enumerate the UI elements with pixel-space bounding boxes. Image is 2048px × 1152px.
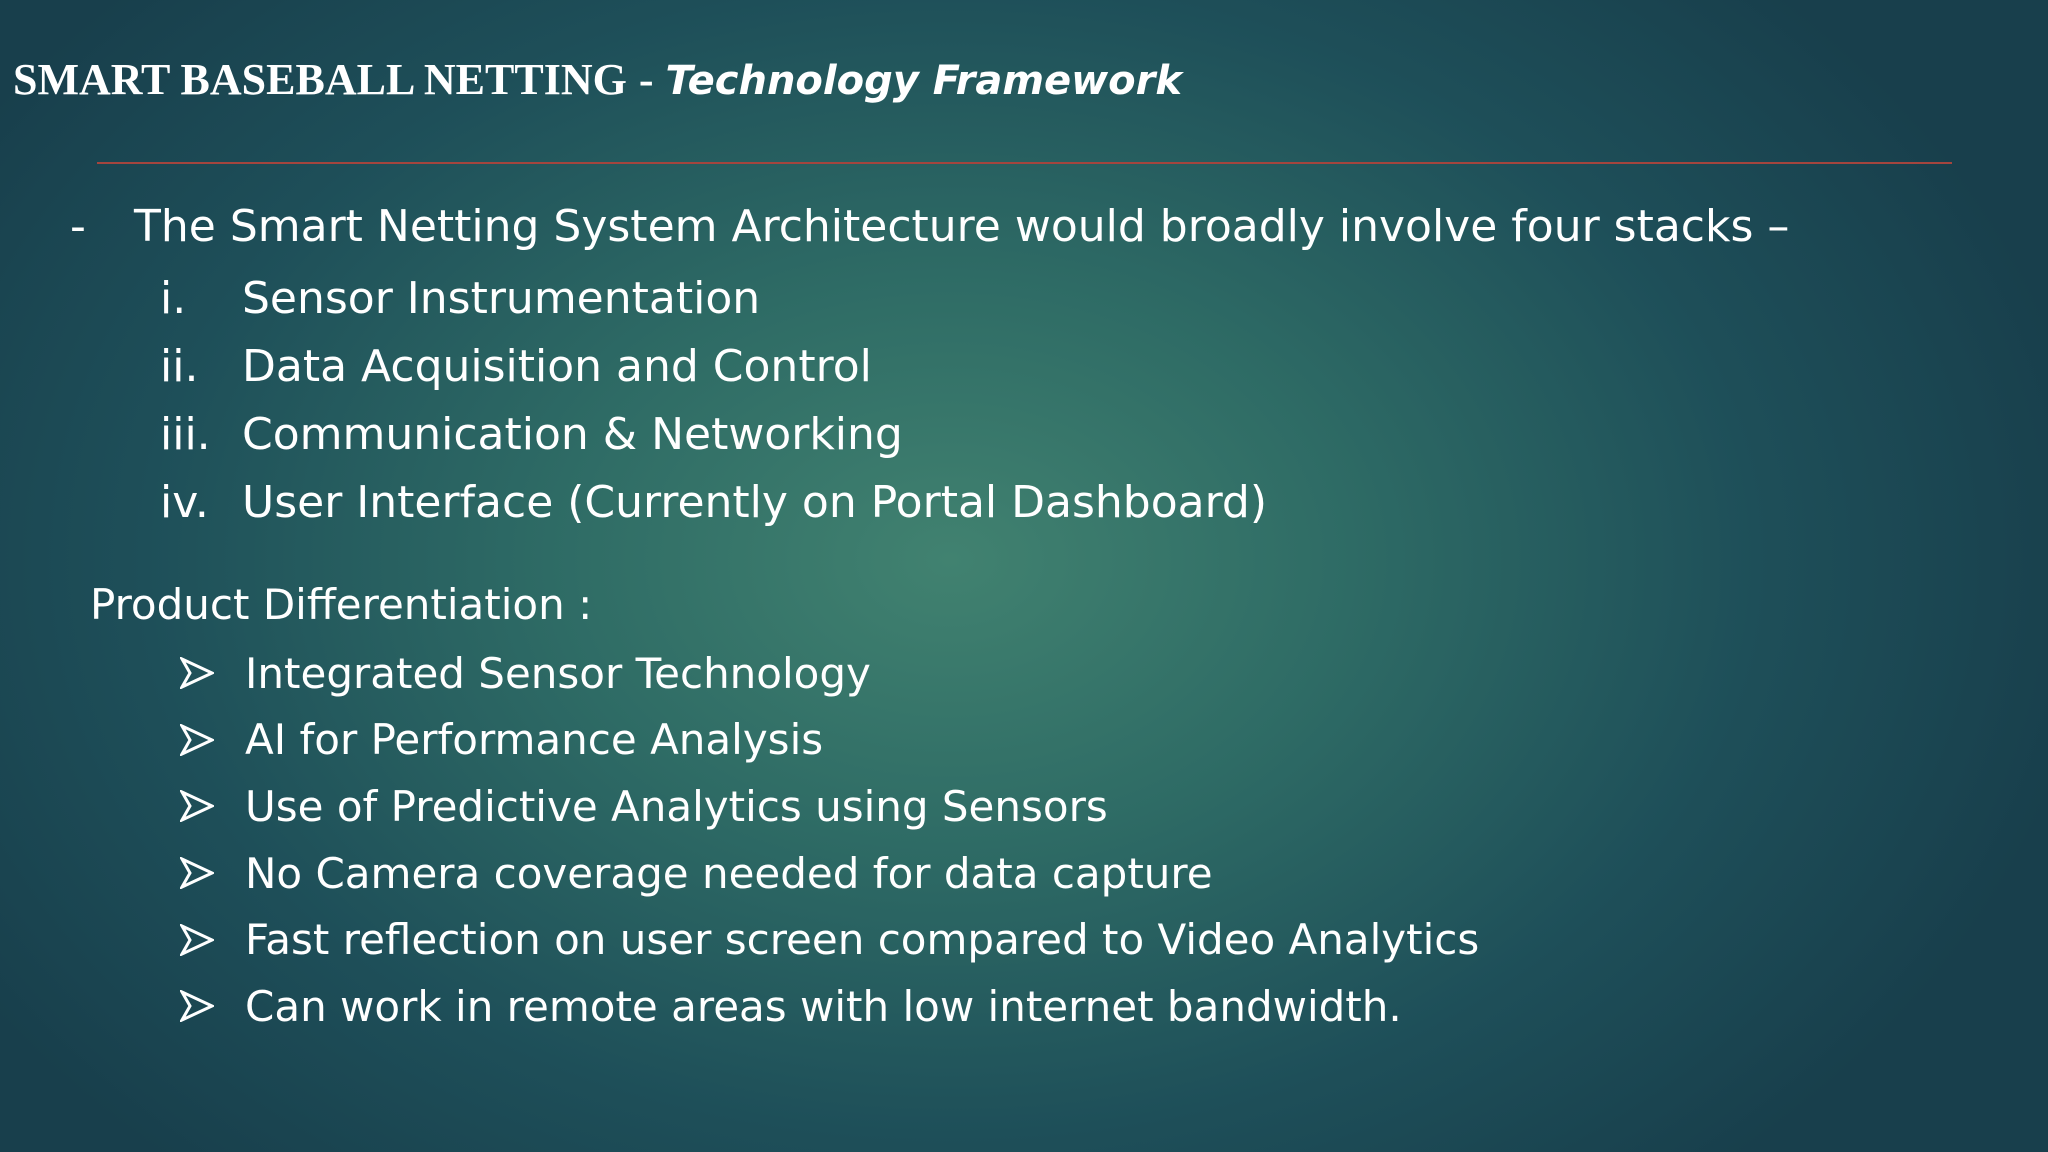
- stack-label: Communication & Networking: [242, 408, 903, 460]
- differentiation-item: [180, 707, 1479, 774]
- differentiation-item: [180, 773, 1479, 840]
- differentiation-heading: Product Differentiation :: [90, 580, 593, 629]
- stack-item: [160, 400, 1267, 468]
- differentiation-text: Integrated Sensor Technology: [245, 648, 871, 698]
- differentiation-item: [180, 906, 1479, 973]
- arrowhead-bullet-icon: [180, 853, 245, 893]
- stack-number: i.: [160, 272, 187, 324]
- stack-number: ii.: [160, 340, 199, 392]
- stack-number: iii.: [160, 408, 211, 460]
- stack-item: [160, 264, 1267, 332]
- differentiation-text: Use of Predictive Analytics using Sensors: [245, 781, 1108, 831]
- title-separator: -: [638, 55, 654, 104]
- title-main: SMART BASEBALL NETTING: [13, 55, 627, 104]
- differentiation-text: Can work in remote areas with low internet bandwidth.: [245, 981, 1402, 1031]
- stack-label: Data Acquisition and Control: [242, 340, 872, 392]
- arrowhead-bullet-icon: [180, 986, 245, 1026]
- slide-title: [13, 52, 1182, 109]
- arrowhead-bullet-icon: [180, 920, 245, 960]
- differentiation-text: AI for Performance Analysis: [245, 715, 824, 765]
- intro-bullet: -: [70, 201, 86, 252]
- intro-text: The Smart Netting System Architecture would broadly involve four stacks –: [134, 201, 1790, 252]
- title-divider: [97, 162, 1952, 164]
- stack-label: Sensor Instrumentation: [242, 272, 761, 324]
- stack-item: [160, 468, 1267, 536]
- title-subtitle: Technology Framework: [665, 58, 1182, 104]
- differentiation-text: No Camera coverage needed for data capture: [245, 848, 1213, 898]
- differentiation-item: [180, 840, 1479, 907]
- stack-item: [160, 332, 1267, 400]
- intro-line: [70, 196, 1789, 258]
- differentiation-text: Fast reflection on user screen compared to Video Analytics: [245, 915, 1480, 965]
- differentiation-item: [180, 640, 1479, 707]
- differentiation-list: [180, 640, 1479, 1040]
- arrowhead-bullet-icon: [180, 786, 245, 826]
- arrowhead-bullet-icon: [180, 653, 245, 693]
- stack-number: iv.: [160, 476, 209, 528]
- stack-label: User Interface (Currently on Portal Dashboard): [242, 476, 1267, 528]
- stack-list: [160, 264, 1267, 536]
- arrowhead-bullet-icon: [180, 720, 245, 760]
- differentiation-item: [180, 973, 1479, 1040]
